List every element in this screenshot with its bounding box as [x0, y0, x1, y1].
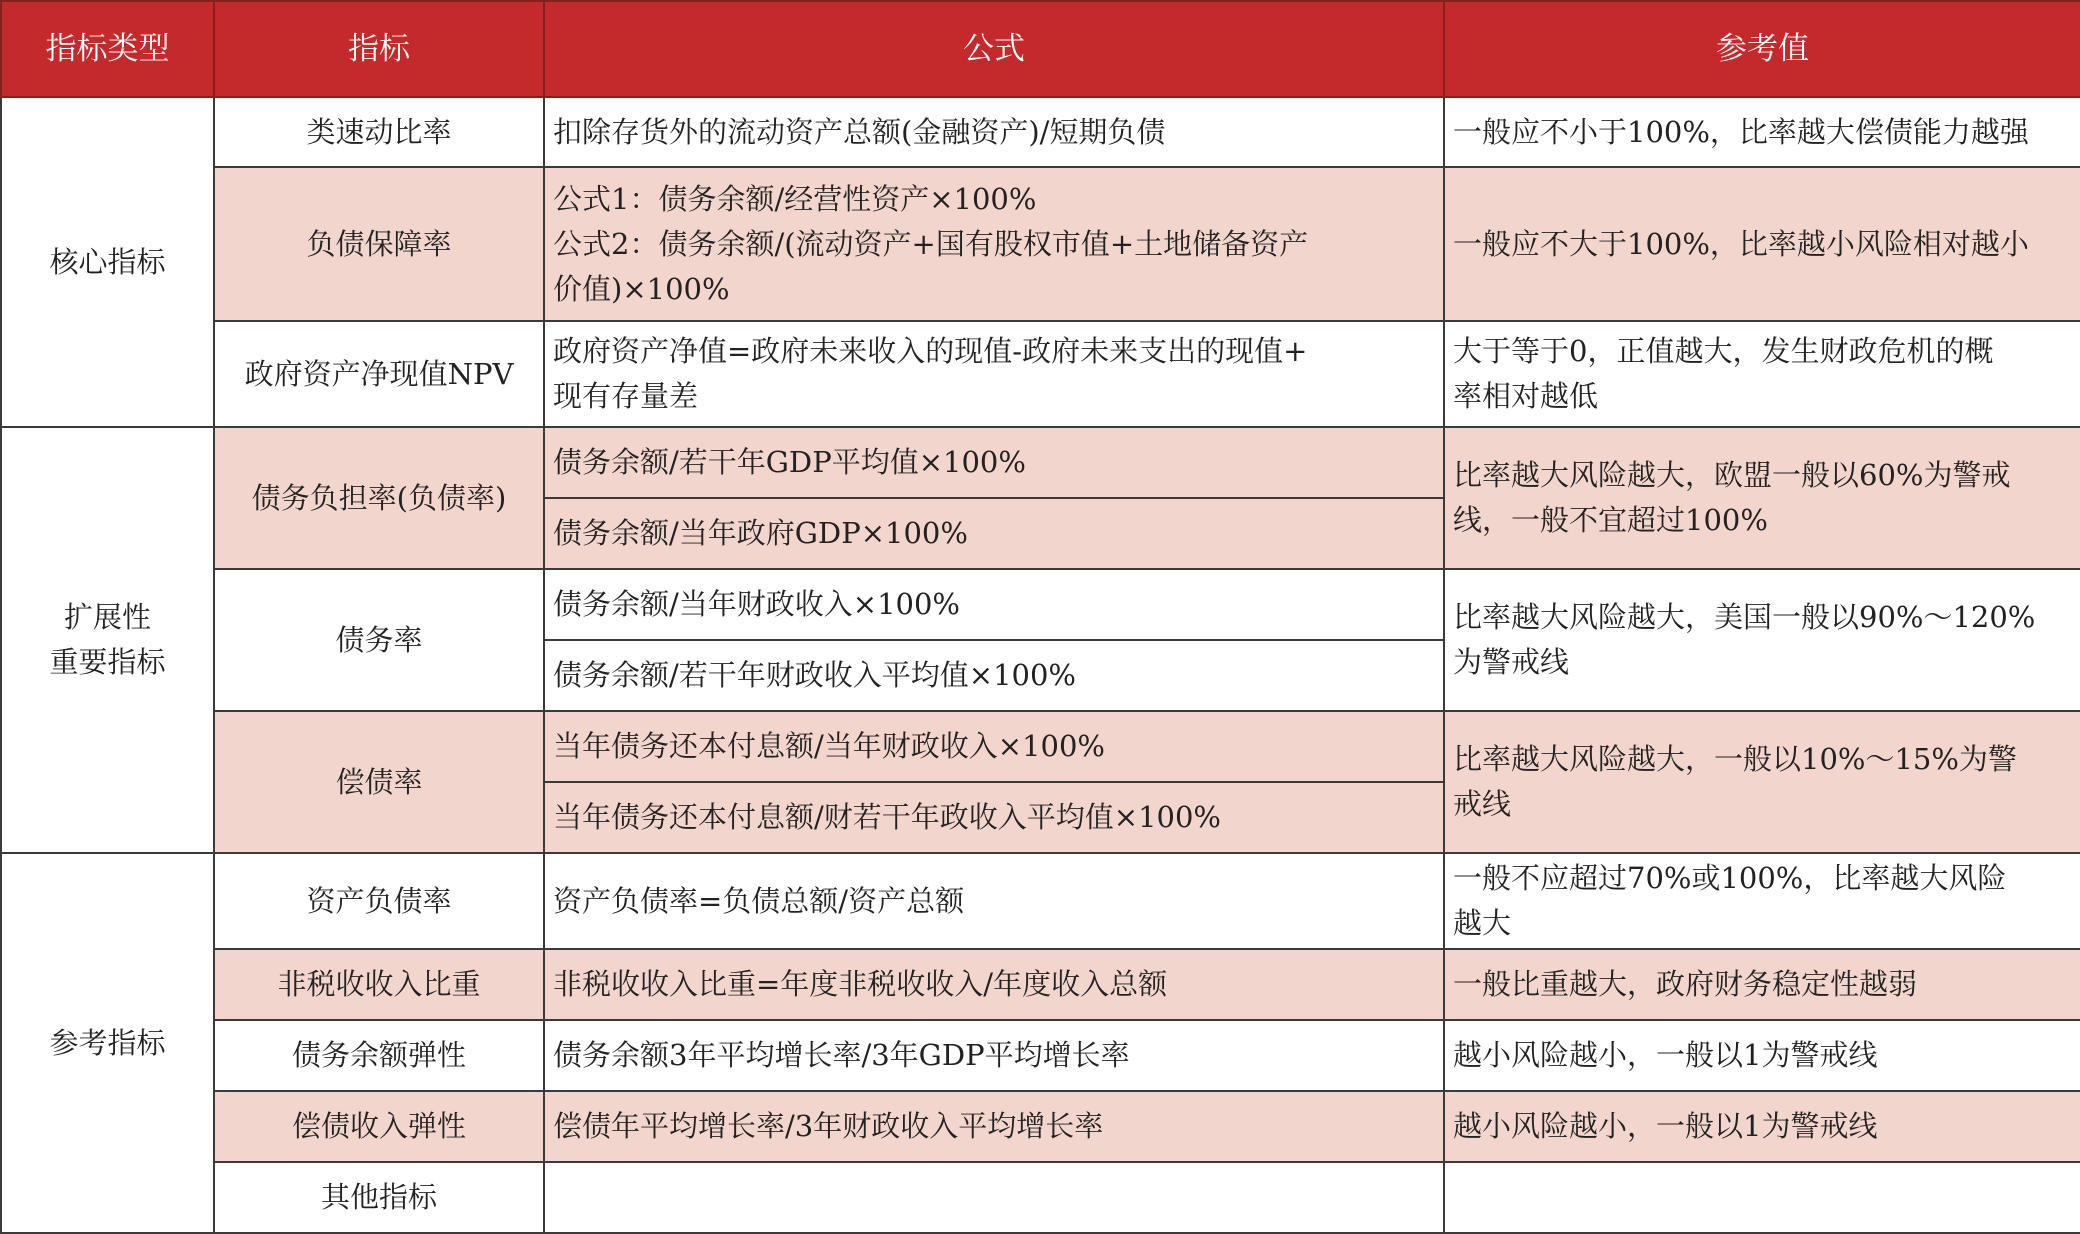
reference-line: 比率越大风险越大，美国一般以90%～120% [1453, 600, 2036, 634]
reference-non-tax: 一般比重越大，政府财务稳定性越弱 [1444, 949, 2080, 1020]
reference-npv [1444, 321, 2080, 427]
table-row [1, 949, 2080, 1020]
reference-debt-service [1444, 711, 2080, 853]
reference-line: 率相对越低 [1453, 379, 1599, 413]
formula-non-tax: 非税收收入比重=年度非税收收入/年度收入总额 [544, 949, 1444, 1020]
reference-debt-burden [1444, 427, 2080, 569]
reference-line: 越大 [1453, 906, 1512, 940]
reference-line: 戒线 [1453, 787, 1512, 821]
table-row [1, 853, 2080, 949]
indicator-non-tax: 非税收收入比重 [214, 949, 544, 1020]
indicator-npv: 政府资产净现值NPV [214, 321, 544, 427]
reference-repay-elasticity: 越小风险越小，一般以1为警戒线 [1444, 1091, 2080, 1162]
formula-other [544, 1162, 1444, 1233]
group-reference: 参考指标 [1, 853, 214, 1233]
formula-debt-guarantee [544, 167, 1444, 321]
header-type: 指标类型 [1, 1, 214, 97]
reference-line: 比率越大风险越大，欧盟一般以60%为警戒 [1453, 458, 2011, 492]
reference-other [1444, 1162, 2080, 1233]
formula-quick-ratio: 扣除存货外的流动资产总额(金融资产)/短期负债 [544, 97, 1444, 167]
reference-line: 一般不应超过70%或100%，比率越大风险 [1453, 861, 2007, 895]
reference-quick-ratio: 一般应不小于100%，比率越大偿债能力越强 [1444, 97, 2080, 167]
formula-line: 公式1：债务余额/经营性资产×100% [553, 181, 1037, 216]
formula-line: 现有存量差 [553, 379, 699, 413]
formula-asset-liability: 资产负债率=负债总额/资产总额 [544, 853, 1444, 949]
reference-debt-guarantee: 一般应不大于100%，比率越小风险相对越小 [1444, 167, 2080, 321]
indicator-repay-elasticity: 偿债收入弹性 [214, 1091, 544, 1162]
reference-debt-elasticity: 越小风险越小，一般以1为警戒线 [1444, 1020, 2080, 1091]
header-indicator: 指标 [214, 1, 544, 97]
formula-repay-elasticity: 偿债年平均增长率/3年财政收入平均增长率 [544, 1091, 1444, 1162]
indicator-debt-burden: 债务负担率(负债率) [214, 427, 544, 569]
indicator-debt-service: 偿债率 [214, 711, 544, 853]
formula-line: 公式2：债务余额/(流动资产+国有股权市值+土地储备资产 [553, 226, 1309, 261]
formula-debt-burden-a: 债务余额/若干年GDP平均值×100% [544, 427, 1444, 498]
group-extended-line: 扩展性 [63, 600, 151, 634]
group-extended-line: 重要指标 [49, 645, 166, 679]
table-row [1, 167, 2080, 321]
reference-line: 为警戒线 [1453, 645, 1570, 679]
group-extended [1, 427, 214, 853]
reference-debt-ratio [1444, 569, 2080, 711]
reference-asset-liability [1444, 853, 2080, 949]
indicator-debt-ratio: 债务率 [214, 569, 544, 711]
indicator-debt-elasticity: 债务余额弹性 [214, 1020, 544, 1091]
table-row [1, 569, 2080, 640]
reference-line: 线，一般不宜超过100% [1453, 503, 1768, 537]
formula-debt-ratio-a: 债务余额/当年财政收入×100% [544, 569, 1444, 640]
header-row [1, 1, 2080, 97]
formula-debt-service-b: 当年债务还本付息额/财若干年政收入平均值×100% [544, 782, 1444, 853]
formula-debt-burden-b: 债务余额/当年政府GDP×100% [544, 498, 1444, 569]
indicator-asset-liability: 资产负债率 [214, 853, 544, 949]
reference-line: 大于等于0，正值越大，发生财政危机的概 [1453, 334, 1994, 368]
indicator-quick-ratio: 类速动比率 [214, 97, 544, 167]
formula-line: 政府资产净值=政府未来收入的现值-政府未来支出的现值+ [553, 334, 1308, 368]
formula-debt-elasticity: 债务余额3年平均增长率/3年GDP平均增长率 [544, 1020, 1444, 1091]
header-formula: 公式 [544, 1, 1444, 97]
formula-npv [544, 321, 1444, 427]
table-row [1, 1091, 2080, 1162]
formula-debt-service-a: 当年债务还本付息额/当年财政收入×100% [544, 711, 1444, 782]
table-row [1, 711, 2080, 782]
table-row [1, 321, 2080, 427]
table-row [1, 427, 2080, 498]
reference-line: 比率越大风险越大，一般以10%～15%为警 [1453, 742, 2017, 776]
formula-line: 价值)×100% [553, 271, 730, 306]
header-reference: 参考值 [1444, 1, 2080, 97]
table-row [1, 1162, 2080, 1233]
formula-debt-ratio-b: 债务余额/若干年财政收入平均值×100% [544, 640, 1444, 711]
table-row [1, 97, 2080, 167]
indicator-other: 其他指标 [214, 1162, 544, 1233]
indicator-debt-guarantee: 负债保障率 [214, 167, 544, 321]
table-row [1, 1020, 2080, 1091]
group-core: 核心指标 [1, 97, 214, 427]
